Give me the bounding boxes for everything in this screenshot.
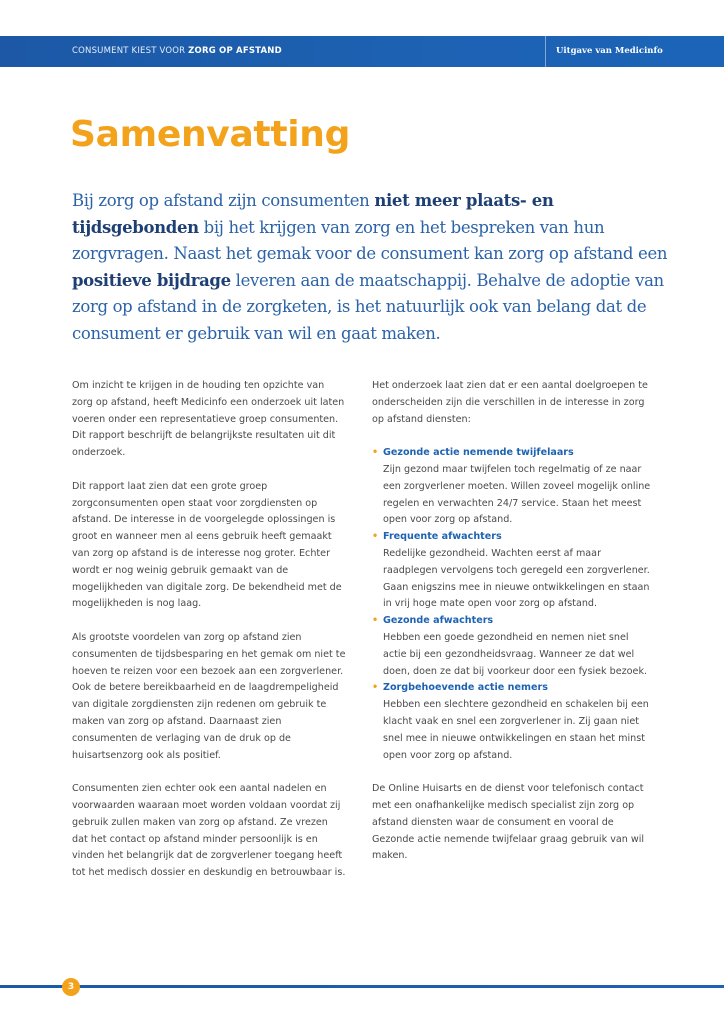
left-text-column xyxy=(72,378,346,899)
list-item xyxy=(372,529,654,613)
body-paragraph: Als grootste voordelen van zorg op afstand zien consumenten de tijdsbesparing en het gemak om niet te hoeven te reizen voor een bezoek aan een zorgverlener. Ook de betere bereikbaarheid en de laagdrempeligheid van digitale zorgdiensten zijn redenen om gebruik te maken van zorg op afstand. Daarnaast zien consumenten de verlaging van de druk op de huisartsenzorg ook als positief. xyxy=(72,631,346,761)
bullet-icon: • xyxy=(372,615,379,627)
bullet-icon: • xyxy=(372,531,379,543)
body-paragraph: Dit rapport laat zien dat een grote groep zorgconsumenten open staat voor zorgdiensten op afstand. De interesse in de voorgelegde oplossingen is groot en wanneer men al eens gebruik heeft gemaakt van zorg op afstand is de interesse nog groter. Echter wordt er nog weinig gebruik gemaakt van de mogelijkheden van digitale zorg. De bekendheid met de mogelijkheden is nog laag. xyxy=(72,480,342,610)
right-text-column xyxy=(372,378,654,882)
header-divider xyxy=(545,36,546,67)
header-title-strong: ZORG OP AFSTAND xyxy=(188,46,282,56)
lead-text-2: bij het krijgen van zorg en het bespreken van hun zorgvragen. Naast het gemak voor de consument kan zorg op afstand een xyxy=(72,217,668,263)
closing-paragraph: De Online Huisarts en de dienst voor telefonisch contact met een onafhankelijke medisch specialist zijn zorg op afstand diensten waar de consument en vooral de Gezonde actie nemende twijfelaar graag gebruik van wil maken. xyxy=(372,783,645,862)
list-item xyxy=(372,445,654,529)
lead-emphasis-2: positieve bijdrage xyxy=(72,270,231,290)
group-title: Frequente afwachters xyxy=(383,531,502,543)
target-groups-intro: Het onderzoek laat zien dat er een aantal doelgroepen te onderscheiden zijn die verschillen in de interesse in zorg op afstand diensten: xyxy=(372,380,648,425)
header-title-prefix: CONSUMENT KIEST VOOR xyxy=(72,46,186,56)
bullet-icon: • xyxy=(372,682,379,694)
page-number-badge: 3 xyxy=(62,978,80,996)
lead-text-3: leveren aan de maatschappij. Behalve de adoptie van zorg op afstand in de zorgketen, is het natuurlijk ook van belang dat de consument er gebruik van wil en gaat maken. xyxy=(72,270,664,343)
lead-text-1: Bij zorg op afstand zijn consumenten xyxy=(72,191,375,210)
group-description: Hebben een goede gezondheid en nemen niet snel actie bij een gezondheidsvraag. Wanneer ze dat wel doen, doen ze dat bij voorkeur door een fysiek bezoek. xyxy=(383,631,648,677)
group-title: Zorgbehoevende actie nemers xyxy=(383,682,548,694)
bullet-icon: • xyxy=(372,447,379,459)
lead-paragraph xyxy=(72,188,672,347)
body-paragraph: Consumenten zien echter ook een aantal nadelen en voorwaarden waaraan moet worden voldaan voordat zij gebruik zullen maken van zorg op afstand. Ze vrezen dat het contact op afstand minder persoonlijk is en vinden het belangrijk dat de zorgverlener toegang heeft tot het medisch dossier en deskundig en betrouwbaar is. xyxy=(72,783,346,879)
body-paragraph: Om inzicht te krijgen in de houding ten opzichte van zorg op afstand, heeft Medicinfo een onderzoek uit laten voeren onder een representatieve groep consumenten. Dit rapport beschrijft de belangrijkste resultaten uit dit onderzoek. xyxy=(72,380,345,459)
group-description: Hebben een slechtere gezondheid en schakelen bij een klacht vaak en snel een zorgverlener in. Zij gaan niet snel mee in nieuwe ontwikkelingen en staan het minst open voor zorg op afstand. xyxy=(383,699,649,761)
target-groups-list xyxy=(372,445,654,764)
group-description: Zijn gezond maar twijfelen toch regelmatig of ze naar een zorgverlener moeten. Willen zoveel mogelijk online regelen en verwachten 24/7 service. Staan het meest open voor zorg op afstand. xyxy=(383,463,651,526)
page-header-bar xyxy=(0,36,724,67)
header-publisher: Uitgave van Medicinfo xyxy=(556,46,663,56)
group-title: Gezonde afwachters xyxy=(383,615,494,627)
group-title: Gezonde actie nemende twijfelaars xyxy=(383,447,574,459)
group-description: Redelijke gezondheid. Wachten eerst af maar raadplegen vervolgens toch geregeld een zorgverlener. Gaan enigszins mee in nieuwe ontwikkelingen en staan in vrij hoge mate open voor zorg op afstand. xyxy=(383,547,650,610)
lead-emphasis-1: niet meer plaats- en tijdsgebonden xyxy=(72,191,554,237)
page-title: Samenvatting xyxy=(70,114,351,155)
list-item xyxy=(372,680,654,764)
header-publication-title xyxy=(72,36,282,67)
footer-rule xyxy=(0,985,724,988)
list-item xyxy=(372,613,654,680)
